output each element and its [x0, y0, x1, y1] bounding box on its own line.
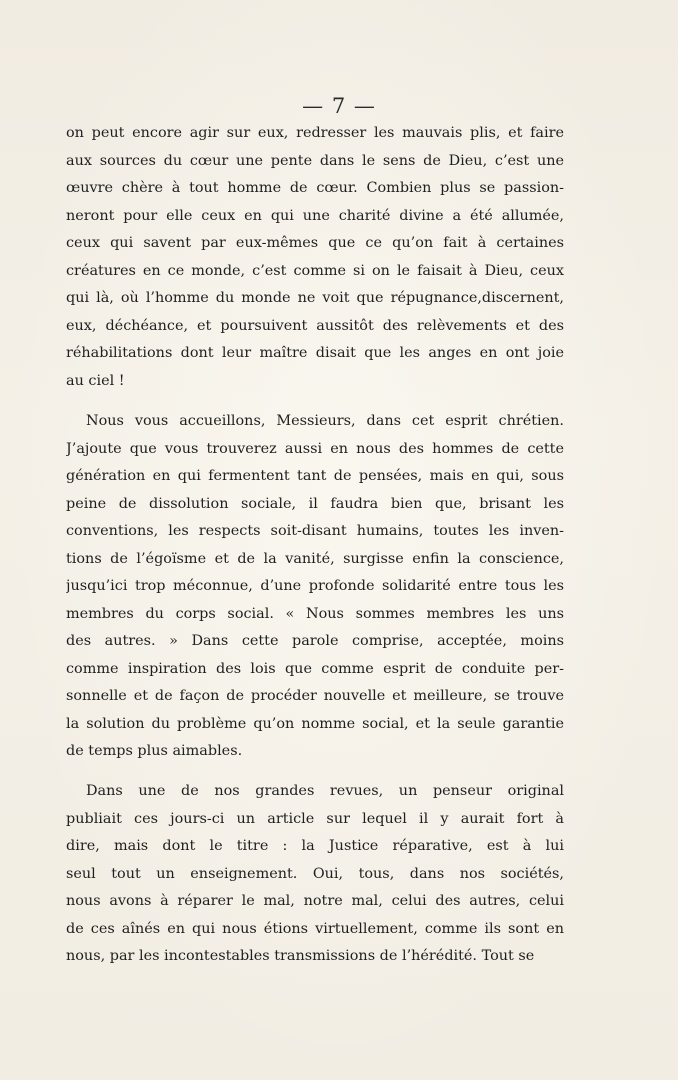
text-line: jusqu’ici trop méconnue, d’une profonde solidarité entre tous les	[66, 578, 564, 594]
text-line: conventions, les respects soit-disant humains, toutes les inven-	[66, 523, 564, 539]
text-line: la solution du problème qu’on nomme social, et la seule garantie	[66, 715, 564, 732]
text-line: œuvre chère à tout homme de cœur. Combien plus se passion-	[66, 180, 564, 196]
text-line: Dans une de nos grandes revues, un penseur original	[86, 783, 564, 799]
page-number: — 7 —	[302, 94, 376, 118]
paragraph-1	[66, 120, 564, 395]
text-line: au ciel !	[66, 372, 125, 389]
text-line: de ces aînés en qui nous étions virtuellement, comme ils sont en	[66, 920, 564, 937]
text-line: dire, mais dont le titre : la Justice réparative, est à lui	[66, 838, 564, 854]
paragraph-3	[66, 778, 564, 971]
text-line: J’ajoute que vous trouverez aussi en nous des hommes de cette	[66, 440, 564, 457]
text-line: publiait ces jours-ci un article sur lequel il y aurait fort à	[66, 810, 564, 827]
text-line: peine de dissolution sociale, il faudra bien que, brisant les	[66, 495, 564, 512]
text-line: comme inspiration des lois que comme esprit de conduite per-	[66, 660, 564, 677]
text-line: créatures en ce monde, c’est comme si on le faisait à Dieu, ceux	[66, 262, 564, 279]
text-line: nous, par les incontestables transmissions de l’hérédité. Tout se	[66, 948, 535, 964]
text-line: réhabilitations dont leur maître disait que les anges en ont joie	[66, 345, 564, 361]
text-line: ceux qui savent par eux-mêmes que ce qu’on fait à certaines	[66, 235, 564, 251]
text-line: seul tout un enseignement. Oui, tous, dans nos sociétés,	[66, 865, 564, 882]
text-line: tions de l’égoïsme et de la vanité, surgisse enfin la conscience,	[66, 550, 564, 567]
text-line: aux sources du cœur une pente dans le sens de Dieu, c’est une	[66, 152, 564, 169]
text-line: membres du corps social. « Nous sommes membres les uns	[66, 605, 564, 622]
text-line: on peut encore agir sur eux, redresser les mauvais plis, et faire	[66, 125, 564, 141]
text-line: Nous vous accueillons, Messieurs, dans cet esprit chrétien.	[86, 413, 564, 429]
text-line: des autres. » Dans cette parole comprise, acceptée, moins	[66, 633, 564, 649]
text-line: génération en qui fermentent tant de pensées, mais en qui, sous	[66, 468, 564, 484]
paragraph-2	[66, 408, 564, 766]
text-line: qui là, où l’homme du monde ne voit que répugnance,discernent,	[66, 290, 564, 306]
text-line: sonnelle et de façon de procéder nouvelle et meilleure, se trouve	[66, 688, 564, 704]
text-line: de temps plus aimables.	[66, 743, 243, 759]
text-line: nous avons à réparer le mal, notre mal, celui des autres, celui	[66, 893, 564, 909]
text-line: eux, déchéance, et poursuivent aussitôt des relèvements et des	[66, 317, 564, 334]
text-line: neront pour elle ceux en qui une charité divine a été allumée,	[66, 207, 564, 224]
